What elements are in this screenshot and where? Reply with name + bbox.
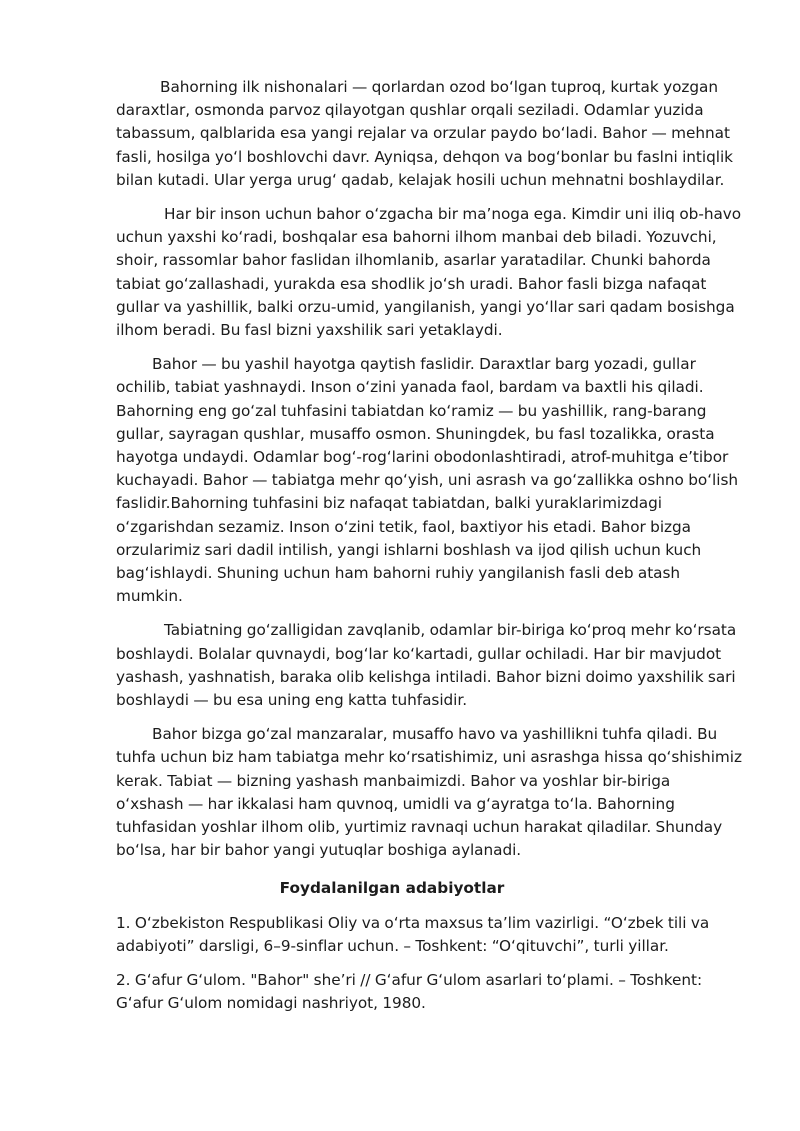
paragraph-5: Bahor bizga goʻzal manzaralar, musaffo havo va yashillikni tuhfa qiladi. Bu tuhfa uchun biz ham tabiatga mehr koʻrsatishimiz, uni asrashga hissa qoʻshishimiz kerak. Tabiat — bizning yashash manbaimizdi. Bahor va yoshlar bir-biriga oʻxshash — har ikkalasi ham quvnoq, umidli va gʻayratga toʻla. Bahorning tuhfasidan yoshlar ilhom olib, yurtimiz ravnaqi uchun harakat qiladilar. Shunday boʻlsa, har bir bahor yangi yutuqlar boshiga aylanadi. <box>116 725 742 860</box>
reference-1: 1. Oʻzbekiston Respublikasi Oliy va oʻrta maxsus taʼlim vazirligi. “Oʻzbek tili va adabiyoti” darsligi, 6–9-sinflar uchun. – Toshkent: “Oʻqituvchi”, turli yillar. <box>116 913 710 955</box>
paragraph-4: Tabiatning goʻzalligidan zavqlanib, odamlar bir-biriga koʻproq mehr koʻrsata boshlaydi. Bolalar quvnaydi, bogʻlar koʻkartadi, gullar ochiladi. Har bir mavjudot yashash, yashnatish, baraka olib kelishga intiladi. Bahor bizni doimo yaxshilik sari boshlaydi — bu esa uning eng katta tuhfasidir. <box>116 621 737 710</box>
paragraph-3: Bahor — bu yashil hayotga qaytish faslidir. Daraxtlar barg yozadi, gullar ochilib, tabiat yashnaydi. Inson oʻzini yanada faol, bardam va baxtli his qiladi. Bahorning eng goʻzal tuhfasini tabiatdan koʻramiz — bu yashillik, rang-barang gullar, sayragan qushlar, musaffo osmon. Shuningdek, bu fasl tozalikka, orasta hayotga undaydi. Odamlar bogʻ-rogʻlarini obodonlashtiradi, atrof-muhitga eʼtibor kuchayadi. Bahor — tabiatga mehr qoʻyish, uni asrash va goʻzallikka oshno boʻlish faslidir.Bahorning tuhfasini biz nafaqat tabiatdan, balki yuraklarimizdagi oʻzgarishdan sezamiz. Inson oʻzini tetik, faol, baxtiyor his etadi. Bahor bizga orzularimiz sari dadil intilish, yangi ishlarni boshlash va ijod qilish uchun kuch bagʻishlaydi. Shuning uchun ham bahorni ruhiy yangilanish fasli deb atash mumkin. <box>116 355 739 606</box>
reference-2: 2. Gʻafur Gʻulom. "Bahor" sheʼri // Gʻafur Gʻulom asarlari toʻplami. – Toshkent: Gʻafur Gʻulom nomidagi nashriyot, 1980. <box>116 971 703 1013</box>
paragraph-2: Har bir inson uchun bahor oʻzgacha bir maʼnoga ega. Kimdir uni iliq ob-havo uchun yaxshi koʻradi, boshqalar esa bahorni ilhom manbai deb biladi. Yozuvchi, shoir, rassomlar bahor faslidan ilhomlanib, asarlar yaratadilar. Chunki bahorda tabiat goʻzallashadi, yurakda esa shodlik joʻsh uradi. Bahor fasli bizga nafaqat gullar va yashillik, balki orzu-umid, yangilanish, yangi yoʻllar sari qadam bosishga ilhom beradi. Bu fasl bizni yaxshilik sari yetaklaydi. <box>116 205 742 340</box>
document-body <box>116 76 742 1027</box>
paragraph-1: Bahorning ilk nishonalari — qorlardan ozod boʻlgan tuproq, kurtak yozgan daraxtlar, osmonda parvoz qilayotgan qushlar orqali seziladi. Odamlar yuzida tabassum, qalblarida esa yangi rejalar va orzular paydo boʻladi. Bahor — mehnat fasli, hosilga yoʻl boshlovchi davr. Ayniqsa, dehqon va bogʻbonlar bu faslni intiqlik bilan kutadi. Ular yerga urugʻ qadab, kelajak hosili uchun mehnatni boshlaydilar. <box>116 78 733 189</box>
references-heading: Foydalanilgan adabiyotlar <box>279 878 505 897</box>
